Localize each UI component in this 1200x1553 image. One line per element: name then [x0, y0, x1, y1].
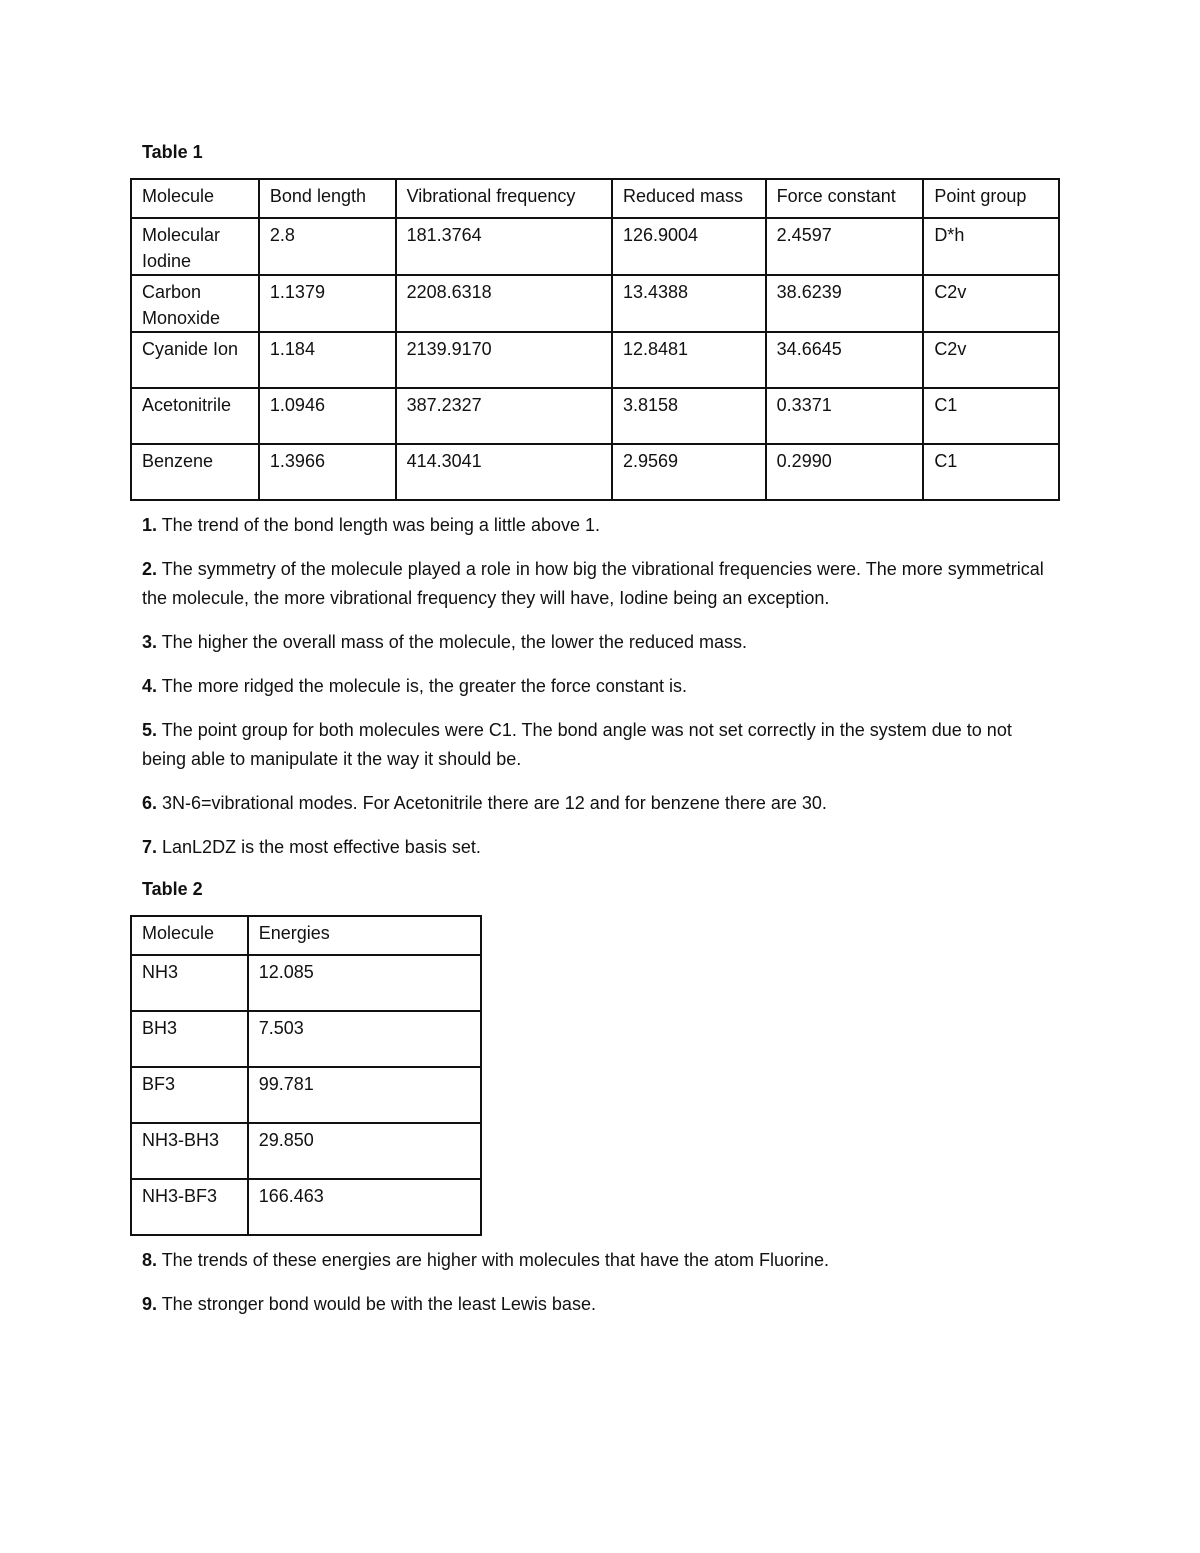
table2-header-cell: Molecule — [131, 916, 248, 955]
table-cell: 166.463 — [248, 1179, 481, 1235]
answer-3 — [142, 628, 1057, 657]
answer-text: 3N-6=vibrational modes. For Acetonitrile there are 12 and for benzene there are 30. — [157, 793, 827, 813]
table-cell: NH3-BF3 — [131, 1179, 248, 1235]
answer-4 — [142, 672, 1057, 701]
table-cell: NH3-BH3 — [131, 1123, 248, 1179]
answer-number: 8. — [142, 1250, 158, 1270]
table-cell: 12.085 — [248, 955, 481, 1011]
answer-number: 1. — [142, 515, 158, 535]
answer-text: The stronger bond would be with the least Lewis base. — [157, 1294, 596, 1314]
table-cell: 3.8158 — [612, 388, 766, 444]
table-cell: 7.503 — [248, 1011, 481, 1067]
table-cell: 0.3371 — [766, 388, 924, 444]
table1 — [130, 178, 1060, 501]
table-cell: 29.850 — [248, 1123, 481, 1179]
table-cell: 387.2327 — [396, 388, 612, 444]
table-cell: 2.8 — [259, 218, 396, 275]
table1-header-cell: Vibrational frequency — [396, 179, 612, 218]
table1-header-row — [131, 179, 1059, 218]
answer-number: 5. — [142, 720, 158, 740]
table-cell: 13.4388 — [612, 275, 766, 332]
answer-text: The symmetry of the molecule played a role in how big the vibrational frequencies were. The more symmetrical the molecule, the more vibrational frequency they will have, Iodine being an exception. — [142, 559, 1044, 608]
table-cell: Carbon Monoxide — [131, 275, 259, 332]
table-row — [131, 275, 1059, 332]
table-cell: 2208.6318 — [396, 275, 612, 332]
document-page — [130, 140, 1060, 1334]
table-cell: Cyanide Ion — [131, 332, 259, 388]
table-cell: 126.9004 — [612, 218, 766, 275]
table-cell: 1.1379 — [259, 275, 396, 332]
table-row — [131, 444, 1059, 500]
answer-number: 9. — [142, 1294, 158, 1314]
answer-8 — [142, 1246, 1057, 1275]
table1-header-cell: Reduced mass — [612, 179, 766, 218]
table-cell: 1.3966 — [259, 444, 396, 500]
answer-5 — [142, 716, 1057, 774]
table-cell: C1 — [923, 388, 1059, 444]
table-cell: Acetonitrile — [131, 388, 259, 444]
table-cell: 99.781 — [248, 1067, 481, 1123]
table1-title: Table 1 — [142, 142, 203, 162]
answer-9 — [142, 1290, 1057, 1319]
table-cell: 34.6645 — [766, 332, 924, 388]
table-row — [131, 1011, 481, 1067]
answer-text: LanL2DZ is the most effective basis set. — [157, 837, 481, 857]
answer-text: The trends of these energies are higher with molecules that have the atom Fluorine. — [157, 1250, 830, 1270]
table-cell: BH3 — [131, 1011, 248, 1067]
table-cell: 12.8481 — [612, 332, 766, 388]
table-cell: NH3 — [131, 955, 248, 1011]
answers-part1 — [130, 511, 1060, 862]
answer-text: The trend of the bond length was being a little above 1. — [157, 515, 600, 535]
table-cell: C2v — [923, 332, 1059, 388]
answer-number: 4. — [142, 676, 158, 696]
table-cell: 1.184 — [259, 332, 396, 388]
table-cell: 2139.9170 — [396, 332, 612, 388]
table-row — [131, 218, 1059, 275]
table1-header-cell: Point group — [923, 179, 1059, 218]
answer-number: 3. — [142, 632, 158, 652]
table-cell: 2.4597 — [766, 218, 924, 275]
table-cell: Molecular Iodine — [131, 218, 259, 275]
table2-title: Table 2 — [142, 879, 203, 899]
table-cell: 181.3764 — [396, 218, 612, 275]
answer-1 — [142, 511, 1057, 540]
table-cell: C2v — [923, 275, 1059, 332]
table-cell: 1.0946 — [259, 388, 396, 444]
answer-7 — [142, 833, 1057, 862]
table-cell: 2.9569 — [612, 444, 766, 500]
answers-part2 — [130, 1246, 1060, 1319]
table-row — [131, 1123, 481, 1179]
answer-number: 7. — [142, 837, 158, 857]
answer-text: The point group for both molecules were C1. The bond angle was not set correctly in the system due to not being able to manipulate it the way it should be. — [142, 720, 1012, 769]
table-cell: C1 — [923, 444, 1059, 500]
answer-2 — [142, 555, 1057, 613]
table-row — [131, 1179, 481, 1235]
answer-6 — [142, 789, 1057, 818]
table2-header-cell: Energies — [248, 916, 481, 955]
table-cell: Benzene — [131, 444, 259, 500]
table-row — [131, 1067, 481, 1123]
table-cell: 38.6239 — [766, 275, 924, 332]
table-cell: BF3 — [131, 1067, 248, 1123]
table1-header-cell: Force constant — [766, 179, 924, 218]
answer-number: 2. — [142, 559, 158, 579]
table-row — [131, 388, 1059, 444]
answer-text: The higher the overall mass of the molecule, the lower the reduced mass. — [157, 632, 747, 652]
table-row — [131, 955, 481, 1011]
table-cell: 414.3041 — [396, 444, 612, 500]
table2 — [130, 915, 482, 1236]
table-row — [131, 332, 1059, 388]
table-cell: D*h — [923, 218, 1059, 275]
table-cell: 0.2990 — [766, 444, 924, 500]
table1-header-cell: Molecule — [131, 179, 259, 218]
table1-header-cell: Bond length — [259, 179, 396, 218]
table2-header-row — [131, 916, 481, 955]
answer-number: 6. — [142, 793, 158, 813]
answer-text: The more ridged the molecule is, the greater the force constant is. — [157, 676, 687, 696]
